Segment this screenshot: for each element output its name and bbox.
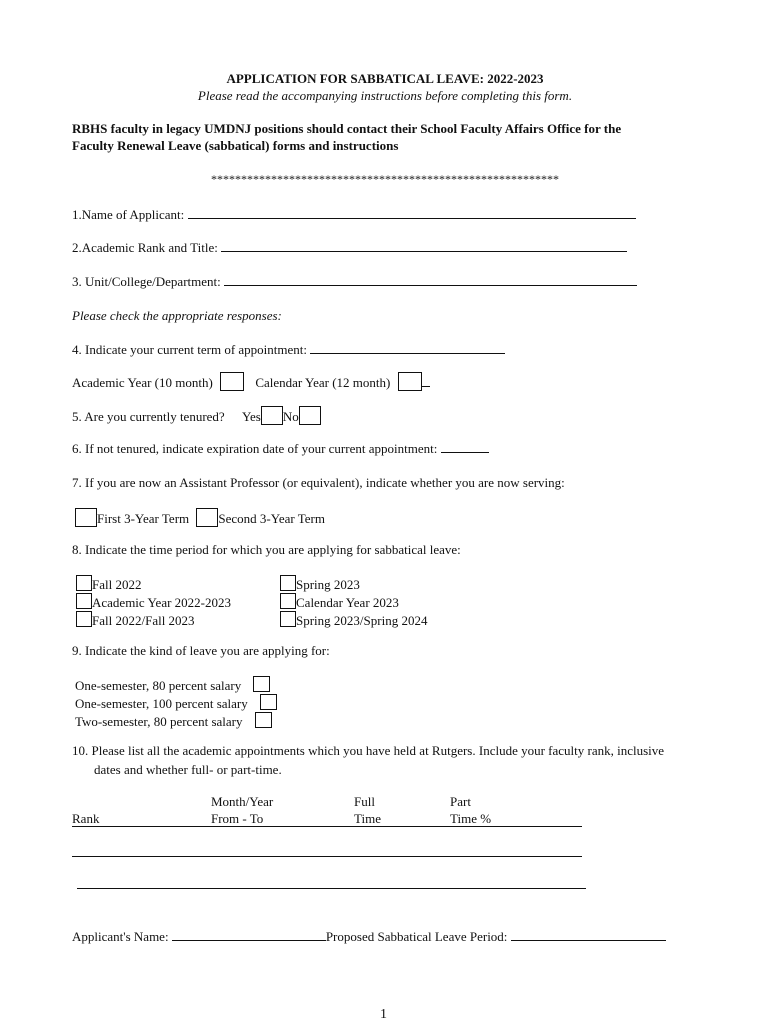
leave-label: One-semester, 100 percent salary <box>75 696 248 711</box>
one-semester-100-checkbox[interactable] <box>260 694 277 710</box>
question-7: 7. If you are now an Assistant Professor (or equivalent), indicate whether you are now serving: <box>72 475 565 490</box>
period-label: Calendar Year 2023 <box>296 595 399 610</box>
fall-2022-checkbox[interactable] <box>76 575 92 591</box>
period-label: Spring 2023 <box>296 577 360 592</box>
tenured-label: 5. Are you currently tenured? <box>72 409 225 424</box>
col-monthyear-top: Month/Year <box>211 794 274 809</box>
applicant-name-field[interactable] <box>172 929 326 941</box>
col-monthyear-bottom: From - To <box>211 811 264 826</box>
one-semester-80-checkbox[interactable] <box>253 676 270 692</box>
question-9: 9. Indicate the kind of leave you are applying for: <box>72 643 330 658</box>
tenured-yes-checkbox[interactable] <box>261 406 283 425</box>
question-10-line-2: dates and whether full- or part-time. <box>94 762 282 777</box>
question-10-line-1: 10. Please list all the academic appointments which you have held at Rutgers. Include your faculty rank, inclusive <box>72 743 665 758</box>
two-semester-80-checkbox[interactable] <box>255 712 272 728</box>
tenured-yes-label: Yes <box>241 409 261 424</box>
calendar-year-label: Calendar Year (12 month) <box>255 375 391 390</box>
col-part-bottom: Time % <box>450 811 492 826</box>
department-field[interactable] <box>224 274 637 286</box>
term-field[interactable] <box>310 342 505 354</box>
academic-year-2022-2023-checkbox[interactable] <box>76 593 92 609</box>
question-3 <box>72 274 637 290</box>
page-number: 1 <box>380 1007 387 1022</box>
table-header-underline <box>72 811 582 827</box>
appointment-entry-line[interactable] <box>77 876 586 889</box>
question-4-options <box>72 372 430 391</box>
academic-year-checkbox[interactable] <box>220 372 244 391</box>
term-label: 4. Indicate your current term of appointment: <box>72 342 308 357</box>
academic-year-label: Academic Year (10 month) <box>72 375 213 390</box>
check-instruction: Please check the appropriate responses: <box>72 308 282 323</box>
first-term-label: First 3-Year Term <box>97 511 190 526</box>
leave-kind-options <box>75 676 277 730</box>
question-1 <box>72 207 636 223</box>
name-field[interactable] <box>188 207 636 219</box>
period-option <box>280 575 427 593</box>
second-term-label: Second 3-Year Term <box>218 511 325 526</box>
fall-2022-fall-2023-checkbox[interactable] <box>76 611 92 627</box>
question-4 <box>72 342 505 358</box>
period-option <box>76 575 231 593</box>
col-full-bottom: Time <box>354 811 381 826</box>
period-label: Fall 2022/Fall 2023 <box>92 613 195 628</box>
second-term-checkbox[interactable] <box>196 508 218 527</box>
col-full-top: Full <box>354 794 375 809</box>
period-label: Academic Year 2022-2023 <box>92 595 231 610</box>
question-2 <box>72 240 627 256</box>
leave-label: One-semester, 80 percent salary <box>75 678 242 693</box>
applicant-name-label: Applicant's Name: <box>72 929 169 944</box>
period-option <box>280 611 427 629</box>
notice-line-2: Faculty Renewal Leave (sabbatical) forms and instructions <box>72 138 399 153</box>
separator-stars: ********************************************************** <box>211 172 559 186</box>
question-5 <box>72 406 321 425</box>
rank-title-label: 2.Academic Rank and Title: <box>72 240 218 255</box>
form-subtitle: Please read the accompanying instructions before completing this form. <box>197 88 573 103</box>
tenured-no-checkbox[interactable] <box>299 406 321 425</box>
spring-2023-spring-2024-checkbox[interactable] <box>280 611 296 627</box>
calendar-year-2023-checkbox[interactable] <box>280 593 296 609</box>
tenured-no-label: No <box>282 409 299 424</box>
leave-label: Two-semester, 80 percent salary <box>75 714 243 729</box>
notice-line-1: RBHS faculty in legacy UMDNJ positions should contact their School Faculty Affairs Office for the <box>72 121 622 136</box>
form-title: APPLICATION FOR SABBATICAL LEAVE: 2022-2023 <box>226 71 544 86</box>
period-option <box>76 611 231 629</box>
department-label: 3. Unit/College/Department: <box>72 274 221 289</box>
period-label: Spring 2023/Spring 2024 <box>296 613 428 628</box>
period-options-right <box>280 575 427 629</box>
expiration-label: 6. If not tenured, indicate expiration date of your current appointment: <box>72 441 438 456</box>
period-label: Fall 2022 <box>92 577 142 592</box>
col-rank: Rank <box>72 811 100 826</box>
first-term-checkbox[interactable] <box>75 508 97 527</box>
name-label: 1.Name of Applicant: <box>72 207 185 222</box>
question-8: 8. Indicate the time period for which you are applying for sabbatical leave: <box>72 542 461 557</box>
question-6 <box>72 441 489 457</box>
period-option <box>76 593 231 611</box>
proposed-period-field[interactable] <box>511 929 666 941</box>
period-option <box>280 593 427 611</box>
leave-option <box>75 676 277 694</box>
col-part-top: Part <box>450 794 471 809</box>
underline-stub <box>422 375 430 387</box>
period-options-left <box>76 575 231 629</box>
spring-2023-checkbox[interactable] <box>280 575 296 591</box>
leave-option <box>75 694 277 712</box>
rank-title-field[interactable] <box>221 240 627 252</box>
expiration-field[interactable] <box>441 441 489 453</box>
footer-fields <box>72 929 666 945</box>
calendar-year-checkbox[interactable] <box>398 372 422 391</box>
question-7-options <box>75 508 325 527</box>
leave-option <box>75 712 277 730</box>
proposed-period-label: Proposed Sabbatical Leave Period: <box>325 929 508 944</box>
appointment-entry-line[interactable] <box>72 844 582 857</box>
